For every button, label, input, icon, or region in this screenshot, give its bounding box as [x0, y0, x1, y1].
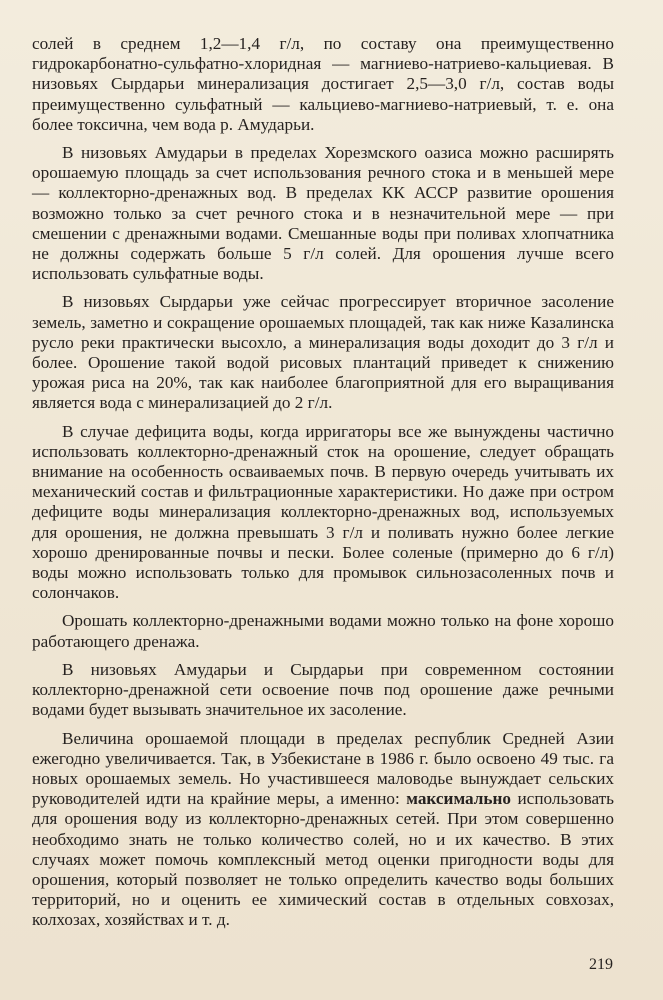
paragraph-7-text-end: использовать для орошения воду из коллекторно-дренажных сетей. При этом совершенно необходимо знать не только количество солей, но и их качество. В этих случаях может помочь комплексный метод оценки пригодности воды для орошения, который позволяет не только определить качество воды больших территорий, но и оценить ее химический состав в отдельных совхозах, колхозах, хозяйствах и т. д. [32, 789, 614, 930]
paragraph-2: В низовьях Амударьи в пределах Хорезмского оазиса можно расширять орошаемую площадь за счет использования речного стока и в меньшей мере — коллекторно-дренажных вод. В пределах КК АССР развитие орошения возможно только за счет речного стока и в незначительной мере — при смешении с дренажными водами. Смешанные воды при поливах хлопчатника не должны содержать больше 5 г/л солей. Для орошения лучше всего использовать сульфатные воды. [32, 143, 614, 284]
paragraph-7-text-start: Величина орошаемой площади в пределах республик Средней Азии ежегодно увеличивается. Так, в Узбекистане в 1986 г. было освоено 49 тыс. га новых орошаемых земель. Но участившееся маловодье вынуждает сельских руководителей идти на крайние меры, а именно: [32, 728, 614, 809]
paragraph-6: В низовьях Амударьи и Сырдарьи при современном состоянии коллекторно-дренажной сети освоение почв под орошение даже речными водами будет вызывать значительное их засоление. [32, 659, 614, 720]
paragraph-4: В случае дефицита воды, когда ирригаторы все же вынуждены частично использовать коллекторно-дренажный сток на орошение, следует обращать внимание на особенность осваиваемых почв. В первую очередь учитывать их механический состав и фильтрационные характеристики. Но даже при остром дефиците воды минерализация коллекторно-дренажных вод, используемых для орошения, не должна превышать 3 г/л и поливать нужно более легкие хорошо дренированные почвы и пески. Более соленые (примерно до 6 г/л) воды можно использовать только для промывок сильнозасоленных почв и солончаков. [32, 421, 614, 603]
paragraph-3: В низовьях Сырдарьи уже сейчас прогрессирует вторичное засоление земель, заметно и сокращение орошаемых площадей, так как ниже Казалинска русло реки практически высохло, а минерализация воды доходит до 3 г/л и более. Орошение такой водой рисовых плантаций приведет к снижению урожая риса на 20%, так как наиболее благоприятной для его выращивания является вода с минерализацией до 2 г/л. [32, 292, 614, 413]
paragraph-1: солей в среднем 1,2—1,4 г/л, по составу она преимущественно гидрокарбонатно-сульфатно-хлоридная — магниево-натриево-кальциевая. В низовьях Сырдарьи минерализация достигает 2,5—3,0 г/л, состав воды преимущественно сульфатный — кальциево-магниево-натриевый, т. е. она более токсична, чем вода р. Амударьи. [32, 34, 614, 134]
emphasized-word: максимально [406, 789, 512, 809]
paragraph-5: Орошать коллекторно-дренажными водами можно только на фоне хорошо работающего дренажа. [32, 611, 614, 651]
text-column [32, 34, 614, 939]
page-number: 219 [589, 956, 613, 973]
paragraph-7 [32, 729, 614, 931]
